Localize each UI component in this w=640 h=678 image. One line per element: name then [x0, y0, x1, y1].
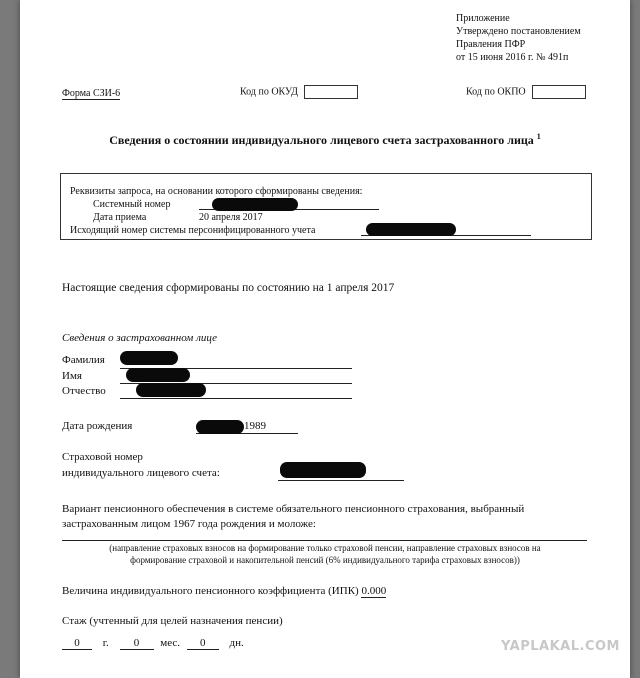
request-box	[60, 173, 592, 240]
pension-note-line2: формирование страховой и накопительной пенсий (6% индивидуального тарифа страховых взносов))	[130, 555, 520, 565]
okud-field	[240, 85, 358, 99]
ipk-field	[62, 585, 386, 597]
redaction-mark	[126, 368, 190, 382]
pension-variant-line2: застрахованным лицом 1967 года рождения и моложе:	[62, 518, 316, 530]
months-value: 0	[120, 637, 154, 650]
okud-box	[304, 85, 358, 99]
approval-line: Приложение	[456, 13, 510, 24]
insurance-number-label-2: индивидуального лицевого счета:	[62, 467, 220, 479]
pension-variant-line1: Вариант пенсионного обеспечения в системе обязательного пенсионного страхования, выбранный	[62, 503, 525, 515]
okud-label: Код по ОКУД	[240, 86, 298, 98]
okpo-field	[466, 85, 586, 99]
request-header: Реквизиты запроса, на основании которого сформированы сведения:	[70, 186, 363, 197]
surname-label: Фамилия	[62, 354, 105, 366]
outgoing-number-label: Исходящий номер системы персонифицированного учета	[70, 225, 316, 236]
system-number-label: Системный номер	[93, 199, 171, 210]
redaction-mark	[212, 198, 298, 211]
redaction-mark	[366, 223, 456, 236]
years-value: 0	[62, 637, 92, 650]
days-value: 0	[187, 637, 219, 650]
months-unit: мес.	[160, 637, 181, 649]
ipk-value: 0.000	[361, 585, 387, 597]
receipt-date-label: Дата приема	[93, 212, 147, 223]
approval-line: от 15 июня 2016 г. № 491п	[456, 52, 569, 63]
insured-section-title: Сведения о застрахованном лице	[62, 332, 218, 344]
page-title	[20, 132, 630, 148]
okpo-box	[532, 85, 586, 99]
birth-year: 1989	[244, 420, 266, 432]
insurance-number-line	[278, 480, 404, 481]
birth-date-label: Дата рождения	[62, 420, 133, 432]
redaction-mark	[136, 383, 206, 397]
experience-label: Стаж (учтенный для целей назначения пенсии)	[62, 615, 283, 627]
redaction-mark	[196, 420, 244, 434]
insurance-number-label-1: Страховой номер	[62, 451, 143, 463]
pension-note-line1: (направление страховых взносов на формирование только страховой пенсии, направление страховых взносов на	[109, 543, 541, 553]
receipt-date-value: 20 апреля 2017	[199, 212, 263, 223]
approval-block	[456, 12, 581, 64]
name-label: Имя	[62, 370, 82, 382]
as-of-statement: Настоящие сведения сформированы по состоянию на 1 апреля 2017	[62, 282, 395, 294]
watermark: YAPLAKAL.COM	[501, 639, 620, 654]
ipk-label: Величина индивидуального пенсионного коэффициента (ИПК)	[62, 585, 359, 597]
form-name-text: Форма СЗИ-6	[62, 88, 121, 99]
title-footnote: 1	[536, 132, 541, 141]
patronymic-label: Отчество	[62, 385, 106, 397]
redaction-mark	[120, 351, 178, 365]
title-text: Сведения о состоянии индивидуального лицевого счета застрахованного лица	[109, 133, 534, 147]
years-unit: г.	[102, 637, 109, 649]
okpo-label: Код по ОКПО	[466, 86, 526, 98]
pension-variant-line	[62, 540, 587, 541]
form-name	[62, 88, 120, 99]
approval-line: Правления ПФР	[456, 39, 526, 50]
document-page	[20, 0, 630, 678]
redaction-mark	[280, 462, 366, 478]
patronymic-line	[120, 398, 352, 399]
days-unit: дн.	[229, 637, 244, 649]
experience-values	[62, 637, 244, 650]
approval-line: Утверждено постановлением	[456, 26, 581, 37]
